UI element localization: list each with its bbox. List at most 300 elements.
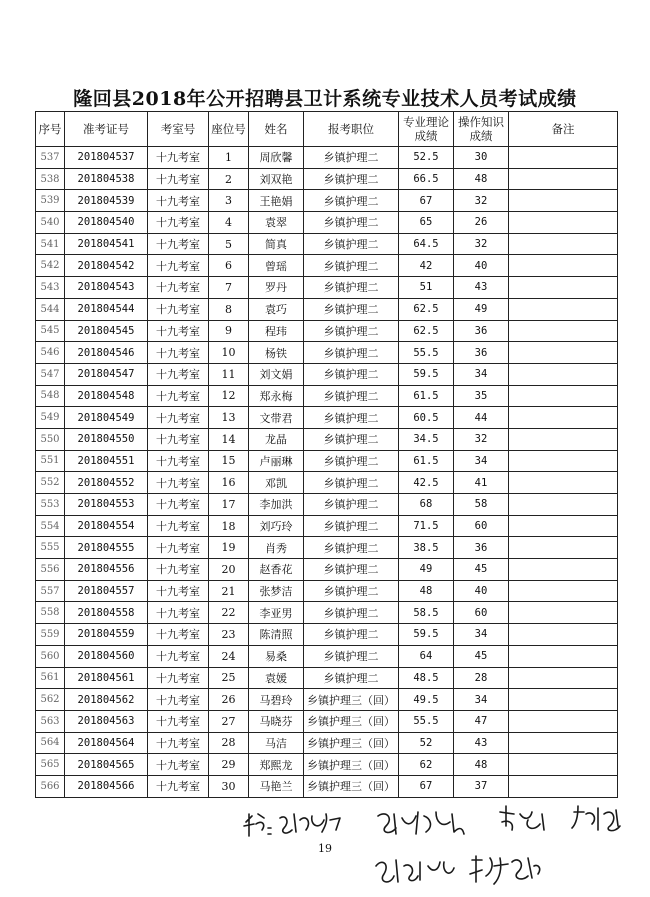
row-remarks — [509, 494, 618, 516]
row-ticket-number: 201804547 — [65, 363, 148, 385]
row-theory-score: 60.5 — [399, 407, 454, 429]
row-index: 546 — [36, 342, 65, 364]
score-table — [35, 111, 618, 798]
table-row — [36, 428, 618, 450]
row-practice-score: 37 — [454, 775, 509, 797]
row-exam-room: 十九考室 — [148, 602, 209, 624]
row-ticket-number: 201804566 — [65, 775, 148, 797]
row-remarks — [509, 363, 618, 385]
row-ticket-number: 201804549 — [65, 407, 148, 429]
table-row — [36, 190, 618, 212]
row-position: 乡镇护理二 — [304, 363, 399, 385]
row-theory-score: 38.5 — [399, 537, 454, 559]
header-position: 报考职位 — [304, 112, 399, 147]
row-candidate-name: 肖秀 — [249, 537, 304, 559]
row-index: 537 — [36, 147, 65, 169]
row-seat-number: 22 — [209, 602, 249, 624]
row-seat-number: 29 — [209, 754, 249, 776]
score-table-body — [36, 147, 618, 798]
row-position: 乡镇护理二 — [304, 168, 399, 190]
row-index: 543 — [36, 277, 65, 299]
header-remarks: 备注 — [509, 112, 618, 147]
row-ticket-number: 201804538 — [65, 168, 148, 190]
row-practice-score: 60 — [454, 515, 509, 537]
row-index: 548 — [36, 385, 65, 407]
row-seat-number: 6 — [209, 255, 249, 277]
row-theory-score: 48 — [399, 580, 454, 602]
header-name: 姓名 — [249, 112, 304, 147]
row-exam-room: 十九考室 — [148, 212, 209, 234]
row-exam-room: 十九考室 — [148, 233, 209, 255]
row-candidate-name: 程玮 — [249, 320, 304, 342]
row-seat-number: 27 — [209, 710, 249, 732]
row-position: 乡镇护理二 — [304, 559, 399, 581]
row-candidate-name: 马碧玲 — [249, 689, 304, 711]
row-ticket-number: 201804557 — [65, 580, 148, 602]
row-ticket-number: 201804562 — [65, 689, 148, 711]
row-seat-number: 20 — [209, 559, 249, 581]
table-row — [36, 233, 618, 255]
row-seat-number: 15 — [209, 450, 249, 472]
row-position: 乡镇护理二 — [304, 212, 399, 234]
row-theory-score: 65 — [399, 212, 454, 234]
row-practice-score: 36 — [454, 537, 509, 559]
row-seat-number: 21 — [209, 580, 249, 602]
header-exam-room: 考室号 — [148, 112, 209, 147]
row-ticket-number: 201804537 — [65, 147, 148, 169]
row-practice-score: 47 — [454, 710, 509, 732]
row-index: 559 — [36, 624, 65, 646]
row-seat-number: 8 — [209, 298, 249, 320]
row-practice-score: 48 — [454, 754, 509, 776]
row-theory-score: 61.5 — [399, 450, 454, 472]
row-exam-room: 十九考室 — [148, 580, 209, 602]
row-position: 乡镇护理二 — [304, 580, 399, 602]
row-theory-score: 71.5 — [399, 515, 454, 537]
row-position: 乡镇护理二 — [304, 320, 399, 342]
header-index: 序号 — [36, 112, 65, 147]
row-remarks — [509, 147, 618, 169]
row-candidate-name: 龙晶 — [249, 428, 304, 450]
row-practice-score: 34 — [454, 689, 509, 711]
row-remarks — [509, 407, 618, 429]
row-remarks — [509, 472, 618, 494]
table-row — [36, 472, 618, 494]
row-practice-score: 43 — [454, 277, 509, 299]
row-ticket-number: 201804561 — [65, 667, 148, 689]
row-index: 542 — [36, 255, 65, 277]
row-exam-room: 十九考室 — [148, 689, 209, 711]
row-index: 550 — [36, 428, 65, 450]
row-candidate-name: 简真 — [249, 233, 304, 255]
row-exam-room: 十九考室 — [148, 732, 209, 754]
row-exam-room: 十九考室 — [148, 645, 209, 667]
row-position: 乡镇护理二 — [304, 494, 399, 516]
table-row — [36, 277, 618, 299]
row-theory-score: 55.5 — [399, 342, 454, 364]
row-index: 552 — [36, 472, 65, 494]
table-row — [36, 732, 618, 754]
row-position: 乡镇护理二 — [304, 602, 399, 624]
row-remarks — [509, 255, 618, 277]
table-row — [36, 147, 618, 169]
row-remarks — [509, 624, 618, 646]
row-exam-room: 十九考室 — [148, 450, 209, 472]
row-index: 563 — [36, 710, 65, 732]
row-seat-number: 16 — [209, 472, 249, 494]
row-practice-score: 45 — [454, 645, 509, 667]
row-theory-score: 58.5 — [399, 602, 454, 624]
table-row — [36, 710, 618, 732]
header-practice-score: 操作知识成绩 — [454, 112, 509, 147]
row-practice-score: 36 — [454, 342, 509, 364]
row-index: 544 — [36, 298, 65, 320]
row-ticket-number: 201804556 — [65, 559, 148, 581]
row-seat-number: 5 — [209, 233, 249, 255]
row-practice-score: 35 — [454, 385, 509, 407]
row-practice-score: 45 — [454, 559, 509, 581]
row-candidate-name: 袁翠 — [249, 212, 304, 234]
row-ticket-number: 201804540 — [65, 212, 148, 234]
row-candidate-name: 马艳兰 — [249, 775, 304, 797]
row-theory-score: 52 — [399, 732, 454, 754]
row-index: 560 — [36, 645, 65, 667]
row-remarks — [509, 212, 618, 234]
table-row — [36, 689, 618, 711]
row-index: 555 — [36, 537, 65, 559]
row-ticket-number: 201804539 — [65, 190, 148, 212]
row-theory-score: 61.5 — [399, 385, 454, 407]
row-exam-room: 十九考室 — [148, 190, 209, 212]
row-exam-room: 十九考室 — [148, 320, 209, 342]
row-seat-number: 9 — [209, 320, 249, 342]
row-position: 乡镇护理二 — [304, 342, 399, 364]
row-theory-score: 67 — [399, 190, 454, 212]
row-exam-room: 十九考室 — [148, 754, 209, 776]
row-remarks — [509, 298, 618, 320]
row-theory-score: 42 — [399, 255, 454, 277]
row-candidate-name: 李亚男 — [249, 602, 304, 624]
row-index: 566 — [36, 775, 65, 797]
row-seat-number: 2 — [209, 168, 249, 190]
row-remarks — [509, 537, 618, 559]
table-row — [36, 212, 618, 234]
row-exam-room: 十九考室 — [148, 277, 209, 299]
row-ticket-number: 201804553 — [65, 494, 148, 516]
row-position: 乡镇护理二 — [304, 645, 399, 667]
row-ticket-number: 201804555 — [65, 537, 148, 559]
row-seat-number: 28 — [209, 732, 249, 754]
row-index: 562 — [36, 689, 65, 711]
row-candidate-name: 曾瑶 — [249, 255, 304, 277]
table-row — [36, 407, 618, 429]
row-ticket-number: 201804554 — [65, 515, 148, 537]
row-exam-room: 十九考室 — [148, 667, 209, 689]
row-practice-score: 41 — [454, 472, 509, 494]
row-practice-score: 34 — [454, 450, 509, 472]
row-index: 538 — [36, 168, 65, 190]
row-seat-number: 26 — [209, 689, 249, 711]
row-seat-number: 30 — [209, 775, 249, 797]
row-index: 561 — [36, 667, 65, 689]
row-index: 565 — [36, 754, 65, 776]
row-theory-score: 34.5 — [399, 428, 454, 450]
row-seat-number: 24 — [209, 645, 249, 667]
row-ticket-number: 201804546 — [65, 342, 148, 364]
table-row — [36, 645, 618, 667]
row-ticket-number: 201804564 — [65, 732, 148, 754]
row-remarks — [509, 602, 618, 624]
row-seat-number: 17 — [209, 494, 249, 516]
row-practice-score: 40 — [454, 580, 509, 602]
row-exam-room: 十九考室 — [148, 385, 209, 407]
row-theory-score: 62.5 — [399, 298, 454, 320]
row-index: 540 — [36, 212, 65, 234]
row-seat-number: 12 — [209, 385, 249, 407]
row-theory-score: 66.5 — [399, 168, 454, 190]
row-position: 乡镇护理二 — [304, 147, 399, 169]
row-candidate-name: 李加洪 — [249, 494, 304, 516]
row-theory-score: 49.5 — [399, 689, 454, 711]
row-position: 乡镇护理二 — [304, 450, 399, 472]
row-position: 乡镇护理三（回） — [304, 689, 399, 711]
row-candidate-name: 王艳娟 — [249, 190, 304, 212]
row-theory-score: 52.5 — [399, 147, 454, 169]
row-ticket-number: 201804548 — [65, 385, 148, 407]
row-practice-score: 49 — [454, 298, 509, 320]
row-candidate-name: 刘文娟 — [249, 363, 304, 385]
table-row — [36, 168, 618, 190]
row-theory-score: 62.5 — [399, 320, 454, 342]
row-seat-number: 10 — [209, 342, 249, 364]
row-theory-score: 55.5 — [399, 710, 454, 732]
row-exam-room: 十九考室 — [148, 624, 209, 646]
row-candidate-name: 袁媛 — [249, 667, 304, 689]
row-seat-number: 19 — [209, 537, 249, 559]
row-index: 554 — [36, 515, 65, 537]
row-theory-score: 59.5 — [399, 624, 454, 646]
row-ticket-number: 201804541 — [65, 233, 148, 255]
row-ticket-number: 201804544 — [65, 298, 148, 320]
row-practice-score: 26 — [454, 212, 509, 234]
row-practice-score: 32 — [454, 190, 509, 212]
row-seat-number: 25 — [209, 667, 249, 689]
row-remarks — [509, 320, 618, 342]
table-row — [36, 363, 618, 385]
row-index: 558 — [36, 602, 65, 624]
row-theory-score: 59.5 — [399, 363, 454, 385]
table-header-row — [36, 112, 618, 147]
row-theory-score: 49 — [399, 559, 454, 581]
table-row — [36, 754, 618, 776]
row-candidate-name: 袁巧 — [249, 298, 304, 320]
row-candidate-name: 郑熙龙 — [249, 754, 304, 776]
row-candidate-name: 文带君 — [249, 407, 304, 429]
row-candidate-name: 易桑 — [249, 645, 304, 667]
row-remarks — [509, 168, 618, 190]
row-seat-number: 13 — [209, 407, 249, 429]
row-index: 557 — [36, 580, 65, 602]
row-ticket-number: 201804551 — [65, 450, 148, 472]
row-ticket-number: 201804565 — [65, 754, 148, 776]
row-position: 乡镇护理三（回） — [304, 754, 399, 776]
table-row — [36, 515, 618, 537]
row-theory-score: 42.5 — [399, 472, 454, 494]
row-candidate-name: 赵香花 — [249, 559, 304, 581]
row-position: 乡镇护理三（回） — [304, 710, 399, 732]
row-candidate-name: 卢丽琳 — [249, 450, 304, 472]
table-row — [36, 537, 618, 559]
row-exam-room: 十九考室 — [148, 298, 209, 320]
row-practice-score: 36 — [454, 320, 509, 342]
row-seat-number: 23 — [209, 624, 249, 646]
row-theory-score: 51 — [399, 277, 454, 299]
table-row — [36, 580, 618, 602]
row-candidate-name: 马晓芬 — [249, 710, 304, 732]
row-exam-room: 十九考室 — [148, 168, 209, 190]
table-row — [36, 385, 618, 407]
row-position: 乡镇护理二 — [304, 472, 399, 494]
row-remarks — [509, 710, 618, 732]
row-candidate-name: 刘双艳 — [249, 168, 304, 190]
row-exam-room: 十九考室 — [148, 494, 209, 516]
row-ticket-number: 201804563 — [65, 710, 148, 732]
page-number: 19 — [318, 842, 332, 855]
row-exam-room: 十九考室 — [148, 363, 209, 385]
row-exam-room: 十九考室 — [148, 255, 209, 277]
row-exam-room: 十九考室 — [148, 472, 209, 494]
row-seat-number: 7 — [209, 277, 249, 299]
row-exam-room: 十九考室 — [148, 559, 209, 581]
row-index: 547 — [36, 363, 65, 385]
row-remarks — [509, 190, 618, 212]
row-index: 551 — [36, 450, 65, 472]
row-position: 乡镇护理三（回） — [304, 732, 399, 754]
header-ticket-number: 准考证号 — [65, 112, 148, 147]
row-remarks — [509, 667, 618, 689]
row-practice-score: 28 — [454, 667, 509, 689]
row-exam-room: 十九考室 — [148, 342, 209, 364]
row-practice-score: 60 — [454, 602, 509, 624]
row-practice-score: 32 — [454, 428, 509, 450]
row-remarks — [509, 580, 618, 602]
row-position: 乡镇护理二 — [304, 428, 399, 450]
row-practice-score: 43 — [454, 732, 509, 754]
row-position: 乡镇护理二 — [304, 233, 399, 255]
row-position: 乡镇护理二 — [304, 515, 399, 537]
row-seat-number: 4 — [209, 212, 249, 234]
row-remarks — [509, 645, 618, 667]
row-seat-number: 18 — [209, 515, 249, 537]
row-remarks — [509, 277, 618, 299]
row-seat-number: 14 — [209, 428, 249, 450]
row-remarks — [509, 342, 618, 364]
table-row — [36, 342, 618, 364]
row-ticket-number: 201804543 — [65, 277, 148, 299]
row-remarks — [509, 385, 618, 407]
row-exam-room: 十九考室 — [148, 775, 209, 797]
header-theory-score: 专业理论成绩 — [399, 112, 454, 147]
row-theory-score: 64 — [399, 645, 454, 667]
row-candidate-name: 马洁 — [249, 732, 304, 754]
row-index: 556 — [36, 559, 65, 581]
row-practice-score: 58 — [454, 494, 509, 516]
row-candidate-name: 周欣馨 — [249, 147, 304, 169]
table-row — [36, 450, 618, 472]
row-position: 乡镇护理二 — [304, 537, 399, 559]
document-title: 隆回县2018年公开招聘县卫计系统专业技术人员考试成绩 — [73, 88, 577, 110]
table-row — [36, 255, 618, 277]
row-candidate-name: 陈清照 — [249, 624, 304, 646]
row-position: 乡镇护理二 — [304, 190, 399, 212]
row-practice-score: 34 — [454, 363, 509, 385]
row-remarks — [509, 559, 618, 581]
row-exam-room: 十九考室 — [148, 147, 209, 169]
row-exam-room: 十九考室 — [148, 515, 209, 537]
row-ticket-number: 201804550 — [65, 428, 148, 450]
row-position: 乡镇护理二 — [304, 667, 399, 689]
row-index: 553 — [36, 494, 65, 516]
row-ticket-number: 201804542 — [65, 255, 148, 277]
row-ticket-number: 201804559 — [65, 624, 148, 646]
row-ticket-number: 201804558 — [65, 602, 148, 624]
row-theory-score: 62 — [399, 754, 454, 776]
row-practice-score: 44 — [454, 407, 509, 429]
row-candidate-name: 张梦洁 — [249, 580, 304, 602]
table-row — [36, 559, 618, 581]
row-remarks — [509, 732, 618, 754]
row-practice-score: 48 — [454, 168, 509, 190]
row-position: 乡镇护理三（回） — [304, 775, 399, 797]
row-exam-room: 十九考室 — [148, 407, 209, 429]
table-row — [36, 494, 618, 516]
row-ticket-number: 201804545 — [65, 320, 148, 342]
table-row — [36, 602, 618, 624]
row-candidate-name: 罗丹 — [249, 277, 304, 299]
row-remarks — [509, 233, 618, 255]
row-index: 564 — [36, 732, 65, 754]
row-exam-room: 十九考室 — [148, 428, 209, 450]
row-position: 乡镇护理二 — [304, 255, 399, 277]
table-row — [36, 624, 618, 646]
row-seat-number: 3 — [209, 190, 249, 212]
row-seat-number: 11 — [209, 363, 249, 385]
row-candidate-name: 杨铁 — [249, 342, 304, 364]
row-exam-room: 十九考室 — [148, 710, 209, 732]
row-remarks — [509, 450, 618, 472]
row-remarks — [509, 754, 618, 776]
row-practice-score: 40 — [454, 255, 509, 277]
row-index: 549 — [36, 407, 65, 429]
row-theory-score: 67 — [399, 775, 454, 797]
row-remarks — [509, 689, 618, 711]
row-candidate-name: 邓凯 — [249, 472, 304, 494]
table-row — [36, 775, 618, 797]
row-seat-number: 1 — [209, 147, 249, 169]
row-position: 乡镇护理二 — [304, 624, 399, 646]
row-position: 乡镇护理二 — [304, 298, 399, 320]
table-row — [36, 298, 618, 320]
table-row — [36, 320, 618, 342]
row-remarks — [509, 775, 618, 797]
row-index: 541 — [36, 233, 65, 255]
row-position: 乡镇护理二 — [304, 407, 399, 429]
row-practice-score: 34 — [454, 624, 509, 646]
row-ticket-number: 201804560 — [65, 645, 148, 667]
row-exam-room: 十九考室 — [148, 537, 209, 559]
row-practice-score: 30 — [454, 147, 509, 169]
row-ticket-number: 201804552 — [65, 472, 148, 494]
